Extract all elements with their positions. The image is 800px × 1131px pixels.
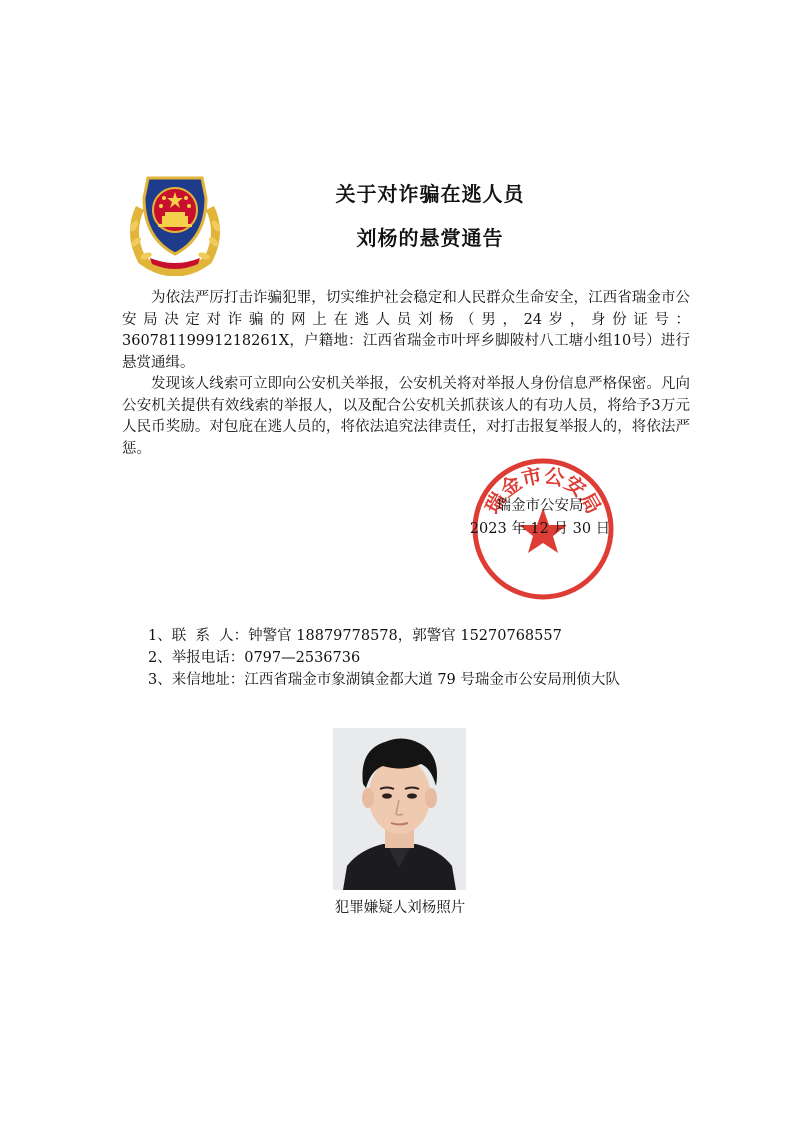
suspect-photo — [333, 728, 466, 890]
notice-paragraph-1: 为依法严厉打击诈骗犯罪，切实维护社会稳定和人民群众生命安全，江西省瑞金市公安局决定对诈骗的网上在逃人员刘杨（男，24岁，身份证号：36078119991218261X，户籍地：江西省瑞金市叶坪乡脚陂村八工塘小组10号）进行悬赏通缉。 — [122, 290, 690, 371]
photo-caption: 犯罪嫌疑人刘杨照片 — [334, 900, 466, 916]
notice-title-line-1: 关于对诈骗在逃人员 — [335, 182, 525, 206]
police-emblem-icon — [120, 168, 230, 276]
mailing-address: 3、来信地址：江西省瑞金市象湖镇金都大道 79 号瑞金市公安局刑侦大队 — [148, 672, 620, 688]
seal-text: 瑞金市公安局 — [480, 463, 606, 518]
notice-title-line-2: 刘杨的悬赏通告 — [356, 226, 504, 250]
notice-paragraph-2: 发现该人线索可立即向公安机关举报，公安机关将对举报人身份信息严格保密。凡向公安机关提供有效线索的举报人，以及配合公安机关抓获该人的有功人员，将给予3万元人民币奖励。对包庇在逃人员的，将依法追究法律责任，对打击报复举报人的，将依法严惩。 — [122, 376, 690, 457]
issue-date: 2023 年 12 月 30 日 — [469, 521, 611, 537]
contact-person: 1、联 系 人：钟警官 18879778578，郭警官 15270768557 — [148, 628, 562, 644]
issuer-name: 瑞金市公安局 — [496, 498, 584, 514]
report-hotline: 2、举报电话：0797—2536736 — [148, 650, 361, 666]
